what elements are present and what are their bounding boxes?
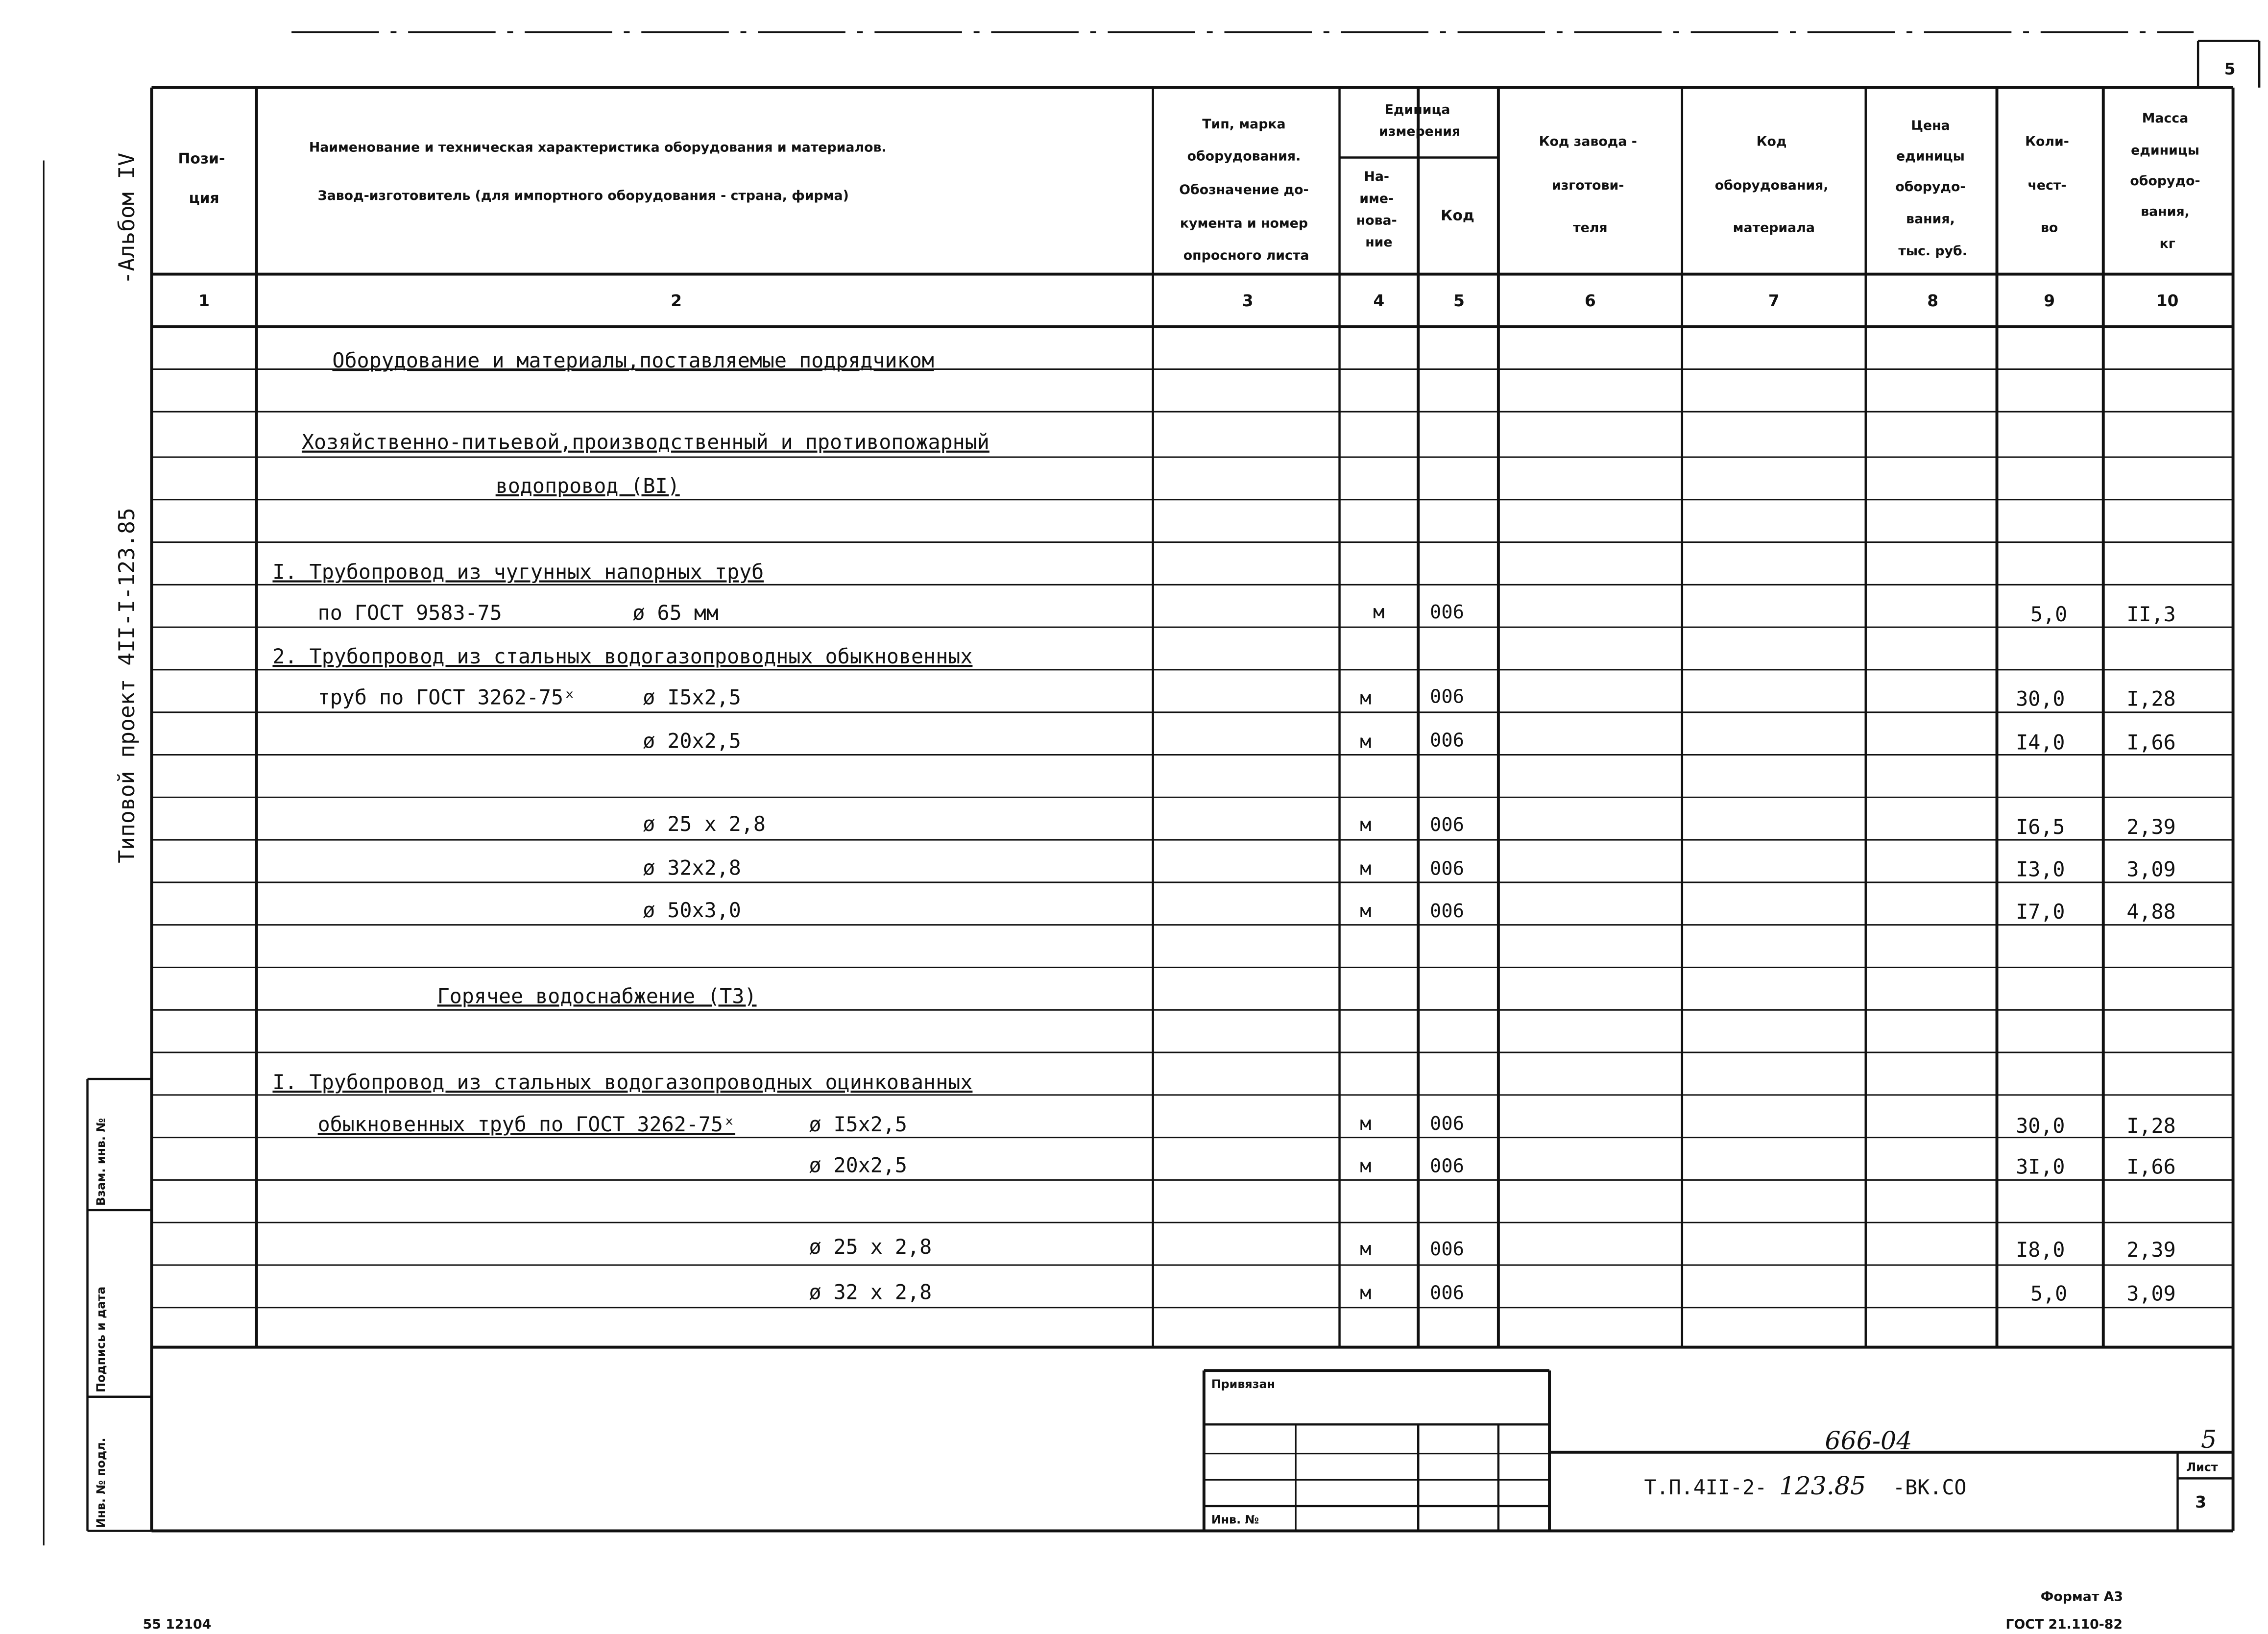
item-unit: м — [1360, 814, 1372, 836]
item-quantity: I3,0 — [2016, 857, 2065, 881]
item-mass: I,28 — [2126, 1114, 2176, 1138]
item-code: 006 — [1430, 1282, 1464, 1304]
item-code: 006 — [1430, 1238, 1464, 1261]
item-name: по ГОСТ 9583-75 — [317, 600, 502, 625]
item-quantity: I7,0 — [2016, 899, 2065, 924]
footer-format: Формат А3 — [2040, 1589, 2123, 1605]
item-unit: м — [1360, 1238, 1372, 1261]
item-mass: 2,39 — [2126, 1238, 2176, 1262]
item-dimension: ø 32x2,8 — [643, 855, 741, 880]
hdr-mass: Масса единицы оборудо- вания, кг — [2130, 111, 2200, 252]
item-dimension: ø 25 x 2,8 — [643, 812, 766, 836]
item-dimension: ø 20x2,5 — [809, 1153, 908, 1177]
table-grid — [44, 41, 2259, 1545]
subsection-title: Горячее водоснабжение (T3) — [437, 984, 757, 1008]
item-unit: м — [1360, 1155, 1372, 1177]
item-dimension: ø I5x2,5 — [809, 1112, 908, 1137]
hdr-name-line2: Завод-изготовитель (для импортного оборудования - страна, фирма) — [317, 188, 849, 203]
hdr-type: Тип, марка оборудования. Обозначение до- кумента и номер опросного листа — [1179, 117, 1309, 263]
item-dimension: ø 25 x 2,8 — [809, 1235, 932, 1259]
sheet-number-hand: 5 — [2201, 1424, 2217, 1454]
hdr-name-line1: Наименование и техническая характеристика оборудования и материалов. — [309, 140, 887, 155]
item-quantity: 5,0 — [2030, 602, 2068, 626]
item-mass: I,66 — [2126, 1154, 2176, 1179]
item-unit: м — [1360, 1282, 1372, 1304]
subsection-title-cont: водопровод (BI) — [495, 473, 680, 498]
hdr-factory-code: Код завода - изготови- теля — [1539, 134, 1637, 236]
colnum-2: 2 — [671, 292, 682, 311]
item-mass: I,28 — [2126, 686, 2176, 711]
item-unit: м — [1360, 900, 1372, 922]
section-title: Оборудование и материалы,поставляемые подрядчиком — [332, 348, 934, 373]
item-dimension: ø I5x2,5 — [643, 685, 741, 709]
colnum-5: 5 — [1453, 292, 1465, 311]
item-quantity: I4,0 — [2016, 730, 2065, 755]
album-label: -Альбом IV — [114, 152, 140, 285]
project-label: Типовой проект 4II-I-123.85 — [114, 508, 140, 863]
hdr-unit-code: Код — [1441, 207, 1474, 224]
item-unit: м — [1360, 857, 1372, 880]
item-code: 006 — [1430, 900, 1464, 922]
item-quantity: I8,0 — [2016, 1238, 2065, 1262]
stamp-sign-date: Подпись и дата — [94, 1286, 108, 1392]
subsection-title: Хозяйственно-питьевой,производственный и противопожарный — [301, 430, 989, 454]
item-unit: м — [1360, 687, 1372, 709]
item-dimension: ø 50x3,0 — [643, 898, 741, 922]
hdr-position: Пози- ция — [178, 150, 225, 207]
item-quantity: I6,5 — [2016, 815, 2065, 839]
document-code: Т.П.4II-2- 123.85 -ВК.СО — [1644, 1471, 1967, 1501]
item-code: 006 — [1430, 729, 1464, 752]
item-unit: м — [1360, 731, 1372, 753]
item-dimension: ø 20x2,5 — [643, 729, 741, 753]
item-name: обыкновенных труб по ГОСТ 3262-75ˣ — [317, 1112, 736, 1137]
item-mass: 3,09 — [2126, 857, 2176, 881]
colnum-10: 10 — [2156, 292, 2179, 311]
item-code: 006 — [1430, 685, 1464, 708]
item-quantity: 30,0 — [2016, 1114, 2065, 1138]
footer-left-code: 55 12104 — [143, 1616, 212, 1632]
stamp-inv-zam: Взам. инв. № — [94, 1118, 108, 1206]
item-code: 006 — [1430, 601, 1464, 623]
item-code: 006 — [1430, 1113, 1464, 1135]
item-quantity: 3I,0 — [2016, 1154, 2065, 1179]
item-quantity: 30,0 — [2016, 686, 2065, 711]
item-quantity: 5,0 — [2030, 1281, 2068, 1306]
hdr-quantity: Коли- чест- во — [2025, 134, 2069, 236]
item-dimension: ø 65 мм — [632, 600, 719, 625]
item-unit: м — [1373, 601, 1385, 623]
sheet-label: Лист — [2186, 1460, 2218, 1474]
item-mass: II,3 — [2126, 602, 2176, 626]
handwritten-number: 666-04 — [1825, 1426, 1912, 1455]
item-mass: I,66 — [2126, 730, 2176, 755]
item-name: труб по ГОСТ 3262-75ˣ — [317, 685, 576, 709]
colnum-1: 1 — [198, 292, 210, 311]
item-mass: 3,09 — [2126, 1281, 2176, 1306]
colnum-3: 3 — [1242, 292, 1254, 311]
colnum-6: 6 — [1584, 292, 1596, 311]
sheet-number: 3 — [2195, 1492, 2207, 1512]
column-number-row — [198, 292, 2178, 310]
item-unit: м — [1360, 1113, 1372, 1135]
hdr-unit-group: Единица измерения — [1379, 102, 1461, 139]
hdr-equipment-code: Код оборудования, материала — [1714, 134, 1829, 236]
inv-no-label: Инв. № — [1211, 1512, 1259, 1527]
item-mass: 2,39 — [2126, 815, 2176, 839]
item-code: 006 — [1430, 814, 1464, 836]
item-title: I. Трубопровод из чугунных напорных труб — [272, 560, 764, 584]
colnum-7: 7 — [1768, 292, 1780, 311]
spec-rows — [272, 348, 2175, 1305]
footer-standard: ГОСТ 21.110-82 — [2005, 1616, 2123, 1632]
hdr-unit-name: На- име- нова- ние — [1356, 169, 1397, 250]
item-title: I. Трубопровод из стальных водогазопроводных оцинкованных — [272, 1070, 973, 1094]
hdr-price: Цена единицы оборудо- вания, тыс. руб. — [1895, 118, 1967, 259]
item-mass: 4,88 — [2126, 899, 2176, 924]
item-dimension: ø 32 x 2,8 — [809, 1280, 932, 1304]
item-code: 006 — [1430, 857, 1464, 880]
colnum-9: 9 — [2044, 292, 2055, 311]
item-code: 006 — [1430, 1155, 1464, 1177]
sheet-corner-number: 5 — [2224, 59, 2236, 78]
item-title: 2. Трубопровод из стальных водогазопроводных обыкновенных — [272, 644, 973, 669]
colnum-8: 8 — [1927, 292, 1939, 311]
colnum-4: 4 — [1373, 292, 1385, 311]
privyazan-label: Привязан — [1211, 1377, 1276, 1391]
stamp-inv-podl: Инв. № подл. — [94, 1438, 108, 1528]
